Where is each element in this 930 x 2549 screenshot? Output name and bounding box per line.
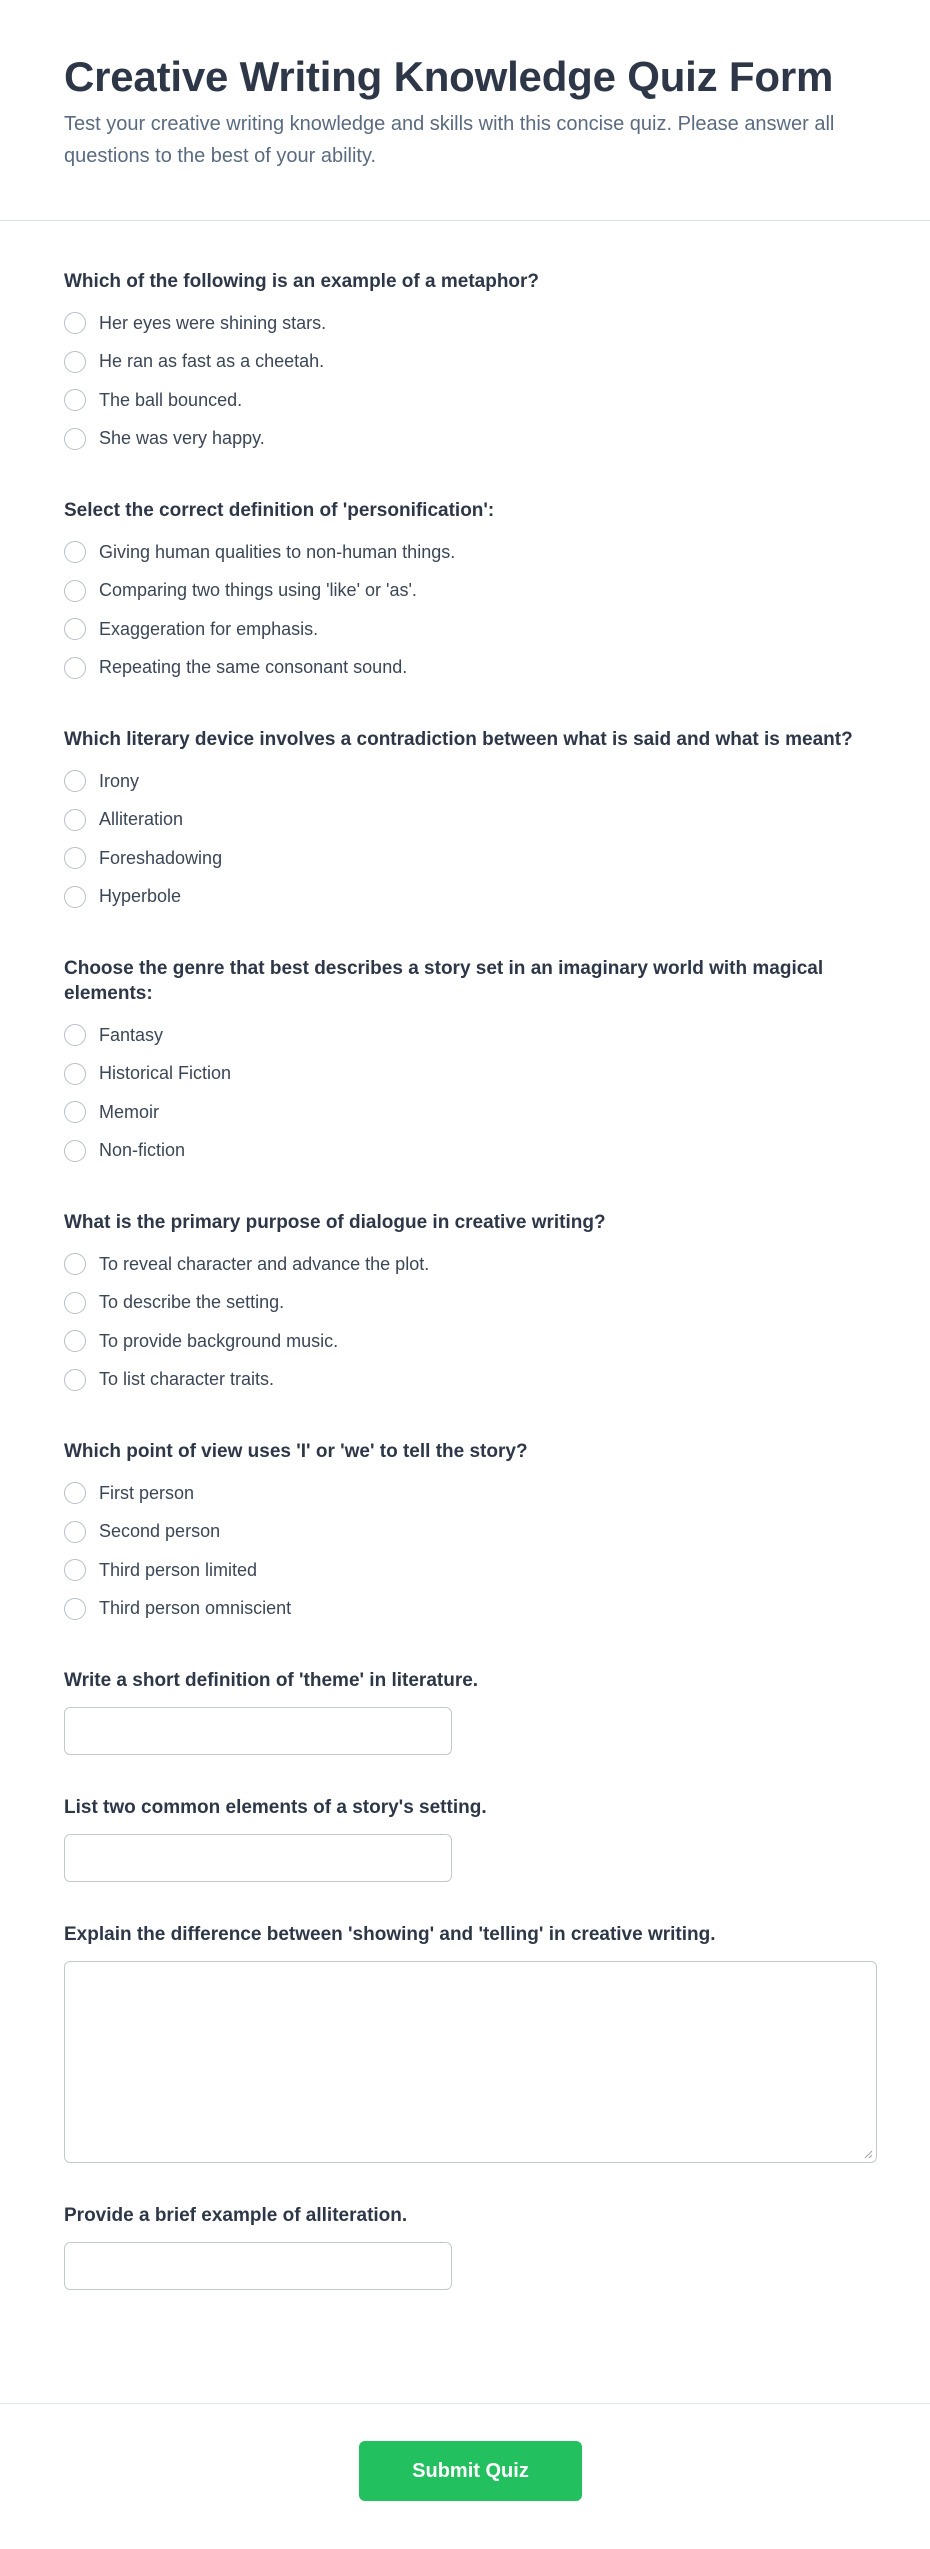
radio-button[interactable] bbox=[64, 886, 86, 908]
radio-option[interactable] bbox=[64, 1322, 866, 1361]
option-label: Irony bbox=[99, 770, 140, 791]
question-genre bbox=[64, 956, 866, 1170]
question-theme bbox=[64, 1668, 866, 1755]
radio-button[interactable] bbox=[64, 1292, 86, 1314]
radio-button[interactable] bbox=[64, 657, 86, 679]
radio-button[interactable] bbox=[64, 351, 86, 373]
radio-button[interactable] bbox=[64, 618, 86, 640]
question-alliteration bbox=[64, 2203, 866, 2290]
option-label: Third person omniscient bbox=[99, 1598, 292, 1619]
radio-button[interactable] bbox=[64, 1063, 86, 1085]
radio-option[interactable] bbox=[64, 533, 866, 572]
question-label: Which literary device involves a contradiction between what is said and what is meant? bbox=[64, 729, 853, 750]
question-dialogue bbox=[64, 1210, 866, 1399]
radio-option[interactable] bbox=[64, 381, 866, 420]
question-point-of-view bbox=[64, 1439, 866, 1628]
question-label: Write a short definition of 'theme' in literature. bbox=[64, 1670, 479, 1691]
radio-option[interactable] bbox=[64, 1474, 866, 1513]
radio-option[interactable] bbox=[64, 762, 866, 801]
option-label: Repeating the same consonant sound. bbox=[99, 657, 408, 678]
radio-option[interactable] bbox=[64, 1361, 866, 1400]
question-label: What is the primary purpose of dialogue in creative writing? bbox=[64, 1212, 606, 1233]
radio-button[interactable] bbox=[64, 541, 86, 563]
showing-telling-textarea[interactable] bbox=[64, 1961, 877, 2163]
option-label: To provide background music. bbox=[99, 1330, 339, 1351]
page-title: Creative Writing Knowledge Quiz Form bbox=[64, 53, 834, 100]
question-personification bbox=[64, 498, 866, 687]
question-label: Which of the following is an example of a metaphor? bbox=[64, 271, 540, 292]
option-label: To reveal character and advance the plot. bbox=[99, 1253, 430, 1274]
radio-option[interactable] bbox=[64, 1132, 866, 1171]
radio-option[interactable] bbox=[64, 304, 866, 343]
radio-button[interactable] bbox=[64, 1024, 86, 1046]
option-label: She was very happy. bbox=[99, 428, 265, 449]
radio-button[interactable] bbox=[64, 770, 86, 792]
question-label: Explain the difference between 'showing' and 'telling' in creative writing. bbox=[64, 1924, 716, 1945]
option-label: Exaggeration for emphasis. bbox=[99, 618, 319, 639]
option-label: Non-fiction bbox=[99, 1140, 186, 1161]
radio-button[interactable] bbox=[64, 1253, 86, 1275]
radio-option[interactable] bbox=[64, 839, 866, 878]
option-label: Alliteration bbox=[99, 809, 184, 830]
radio-button[interactable] bbox=[64, 847, 86, 869]
radio-button[interactable] bbox=[64, 1598, 86, 1620]
resize-handle-icon[interactable] bbox=[863, 2149, 873, 2159]
option-label: Giving human qualities to non-human things. bbox=[99, 541, 456, 562]
quiz-form bbox=[0, 221, 930, 2290]
radio-option[interactable] bbox=[64, 878, 866, 917]
option-label: Fantasy bbox=[99, 1024, 164, 1045]
radio-button[interactable] bbox=[64, 428, 86, 450]
radio-option[interactable] bbox=[64, 1551, 866, 1590]
option-label: First person bbox=[99, 1482, 195, 1503]
theme-input[interactable] bbox=[64, 1707, 452, 1755]
form-header bbox=[0, 0, 930, 221]
option-label: Memoir bbox=[99, 1101, 160, 1122]
alliteration-input[interactable] bbox=[64, 2242, 452, 2290]
radio-option[interactable] bbox=[64, 420, 866, 459]
radio-option[interactable] bbox=[64, 1016, 866, 1055]
question-label: Provide a brief example of alliteration. bbox=[64, 2205, 408, 2226]
option-label: To list character traits. bbox=[99, 1369, 275, 1390]
submit-quiz-button[interactable]: Submit Quiz bbox=[359, 2441, 582, 2501]
radio-button[interactable] bbox=[64, 1330, 86, 1352]
form-footer bbox=[0, 2403, 930, 2549]
option-label: Hyperbole bbox=[99, 886, 182, 907]
question-setting bbox=[64, 1795, 866, 1882]
radio-option[interactable] bbox=[64, 649, 866, 688]
radio-button[interactable] bbox=[64, 580, 86, 602]
radio-option[interactable] bbox=[64, 1055, 866, 1094]
radio-option[interactable] bbox=[64, 343, 866, 382]
radio-button[interactable] bbox=[64, 312, 86, 334]
page-subtitle: Test your creative writing knowledge and skills with this concise quiz. Please answer all questions to the best of your ability. bbox=[64, 113, 835, 167]
option-label: To describe the setting. bbox=[99, 1292, 285, 1313]
question-irony bbox=[64, 727, 866, 916]
question-metaphor bbox=[64, 269, 866, 458]
option-label: Foreshadowing bbox=[99, 847, 223, 868]
option-label: Second person bbox=[99, 1521, 221, 1542]
radio-option[interactable] bbox=[64, 1513, 866, 1552]
radio-button[interactable] bbox=[64, 1101, 86, 1123]
radio-option[interactable] bbox=[64, 801, 866, 840]
radio-button[interactable] bbox=[64, 1369, 86, 1391]
question-showing-telling bbox=[64, 1922, 866, 2163]
radio-option[interactable] bbox=[64, 1093, 866, 1132]
radio-button[interactable] bbox=[64, 1140, 86, 1162]
radio-option[interactable] bbox=[64, 1245, 866, 1284]
radio-button[interactable] bbox=[64, 1521, 86, 1543]
option-label: The ball bounced. bbox=[99, 389, 243, 410]
radio-option[interactable] bbox=[64, 572, 866, 611]
question-label: Which point of view uses 'I' or 'we' to tell the story? bbox=[64, 1441, 528, 1462]
radio-button[interactable] bbox=[64, 809, 86, 831]
radio-option[interactable] bbox=[64, 1590, 866, 1629]
option-label: Third person limited bbox=[99, 1559, 258, 1580]
radio-button[interactable] bbox=[64, 1559, 86, 1581]
option-label: He ran as fast as a cheetah. bbox=[99, 351, 325, 372]
question-label: List two common elements of a story's setting. bbox=[64, 1797, 487, 1818]
option-label: Comparing two things using 'like' or 'as'. bbox=[99, 580, 417, 601]
option-label: Historical Fiction bbox=[99, 1063, 232, 1084]
option-label: Her eyes were shining stars. bbox=[99, 312, 327, 333]
radio-button[interactable] bbox=[64, 389, 86, 411]
question-label: Select the correct definition of 'personification': bbox=[64, 500, 495, 521]
radio-option[interactable] bbox=[64, 1284, 866, 1323]
radio-button[interactable] bbox=[64, 1482, 86, 1504]
question-label: Choose the genre that best describes a story set in an imaginary world with magical elements: bbox=[64, 958, 824, 1004]
radio-option[interactable] bbox=[64, 610, 866, 649]
setting-input[interactable] bbox=[64, 1834, 452, 1882]
